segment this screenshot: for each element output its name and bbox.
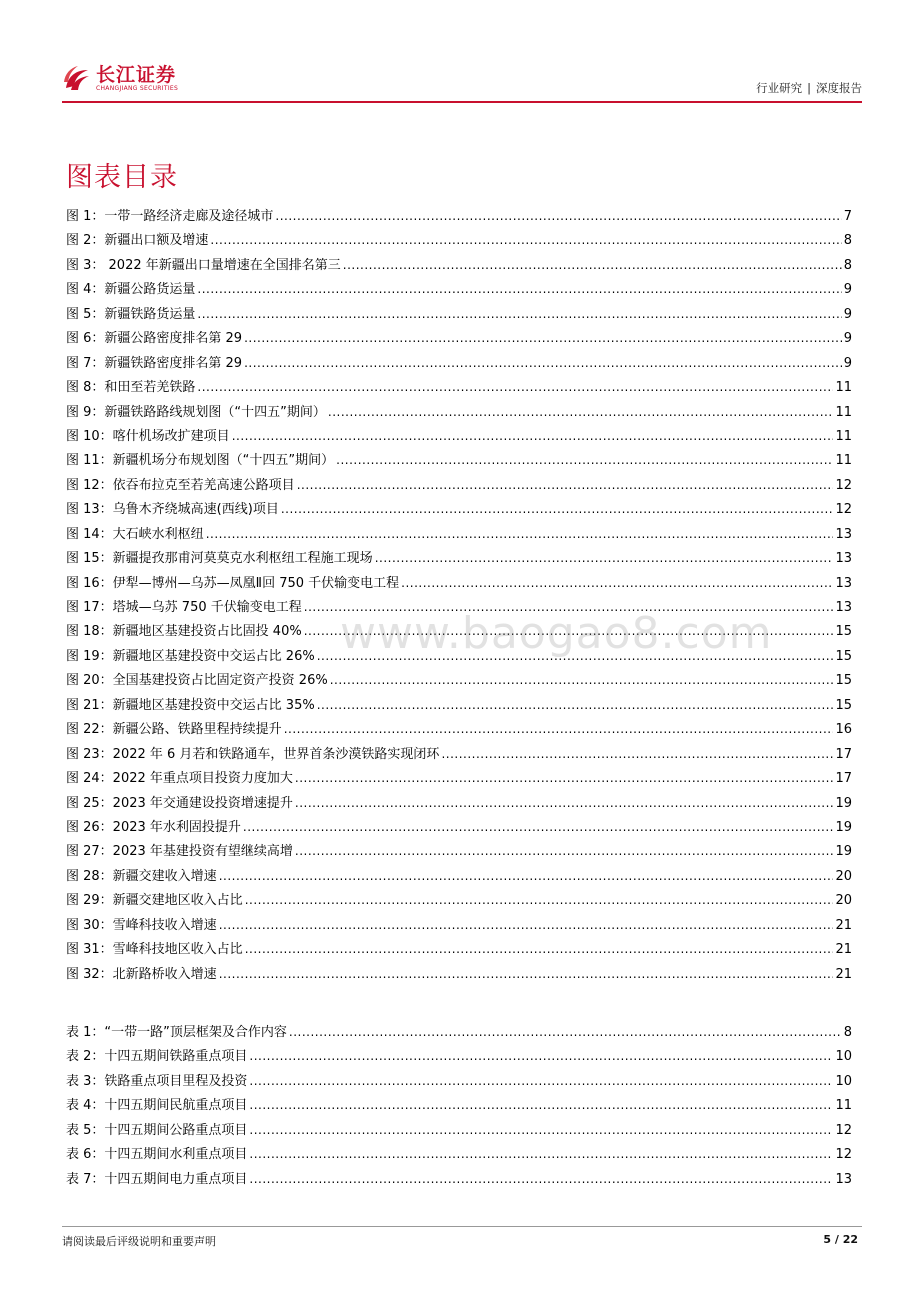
category-label: 行业研究	[756, 81, 803, 95]
figure-entry-page-number: 21	[835, 917, 852, 933]
dot-leader	[249, 1069, 833, 1093]
figure-entry-page-number: 17	[835, 746, 852, 762]
dot-leader	[275, 204, 841, 228]
figure-entry-page-number: 9	[843, 306, 852, 322]
figure-entry-page-number: 9	[843, 331, 852, 347]
footer-disclaimer: 请阅读最后评级说明和重要声明	[62, 1235, 216, 1248]
figure-entry-page-number: 19	[835, 795, 852, 811]
figure-entry-label: 图 31：雪峰科技地区收入占比	[66, 942, 243, 958]
figure-entry[interactable]	[66, 424, 852, 448]
logo-emblem-icon	[62, 64, 92, 94]
figure-entry[interactable]	[66, 326, 852, 350]
figure-entry[interactable]	[66, 522, 852, 546]
figure-entry-page-number: 8	[843, 257, 852, 273]
table-entry[interactable]	[66, 1167, 852, 1191]
table-entry-label: 表 2：十四五期间铁路重点项目	[66, 1049, 248, 1065]
table-entry-page-number: 10	[835, 1049, 852, 1065]
figure-entry-page-number: 15	[835, 624, 852, 640]
dot-leader	[197, 375, 833, 399]
dot-leader	[330, 668, 834, 692]
dot-leader	[219, 864, 834, 888]
table-entry-page-number: 8	[843, 1025, 852, 1040]
figure-entry-label: 图 2：新疆出口额及增速	[66, 233, 209, 249]
figure-entry-page-number: 13	[835, 600, 852, 615]
figure-entry[interactable]	[66, 302, 852, 326]
figure-entry-label: 图 30：雪峰科技收入增速	[66, 917, 217, 933]
figure-entry-label: 图 20：全国基建投资占比固定资产投资 26%	[66, 673, 328, 689]
table-entry-page-number: 10	[835, 1073, 852, 1089]
dot-leader	[336, 448, 833, 472]
figure-entry-page-number: 21	[835, 942, 852, 958]
figure-entry-label: 图 18：新疆地区基建投资占比固投 40%	[66, 624, 302, 640]
figure-entry-page-number: 11	[835, 380, 852, 396]
table-entry-page-number: 13	[835, 1171, 852, 1187]
dot-leader	[249, 1167, 833, 1191]
figure-entry-page-number: 20	[835, 868, 852, 884]
report-type-label: 深度报告	[816, 81, 862, 95]
table-entry[interactable]	[66, 1093, 852, 1117]
figure-entry[interactable]	[66, 497, 852, 521]
figure-entry-label: 图 6：新疆公路密度排名第 29	[66, 331, 243, 347]
table-entry-label: 表 5：十四五期间公路重点项目	[66, 1122, 248, 1138]
dot-leader	[297, 473, 834, 497]
figure-entry-page-number: 13	[835, 551, 852, 567]
table-entry-label: 表 1：“一带一路”顶层框架及合作内容	[66, 1025, 287, 1040]
table-entry-label: 表 6：十四五期间水利重点项目	[66, 1147, 248, 1163]
figure-entry[interactable]	[66, 546, 852, 570]
figure-entry-page-number: 17	[835, 771, 852, 787]
figure-entry[interactable]	[66, 913, 852, 937]
figure-entry-page-number: 9	[843, 282, 852, 298]
figure-entry-page-number: 19	[835, 844, 852, 860]
figure-entry-label: 图 29：新疆交建地区收入占比	[66, 893, 243, 909]
report-category	[756, 80, 862, 96]
figure-entry-label: 图 17：塔城—乌苏 750 千伏输变电工程	[66, 600, 302, 615]
dot-leader	[295, 839, 834, 863]
figure-entry[interactable]	[66, 742, 852, 766]
table-entry-page-number: 11	[835, 1098, 852, 1114]
figure-entry[interactable]	[66, 693, 852, 717]
table-entry-label: 表 3：铁路重点项目里程及投资	[66, 1073, 248, 1089]
dot-leader	[244, 326, 842, 350]
figure-entry-page-number: 16	[835, 722, 852, 738]
figure-entry[interactable]	[66, 815, 852, 839]
dot-leader	[206, 522, 834, 546]
figure-entry-page-number: 19	[835, 819, 852, 835]
figure-entry[interactable]	[66, 864, 852, 888]
figure-entry-page-number: 13	[835, 575, 852, 591]
dot-leader	[284, 717, 834, 741]
figure-entry-page-number: 9	[843, 355, 852, 371]
dot-leader	[197, 277, 841, 301]
figure-entry-label: 图 25：2023 年交通建设投资增速提升	[66, 795, 293, 811]
figure-entry[interactable]	[66, 962, 852, 986]
table-entry-page-number: 12	[835, 1122, 852, 1138]
figure-entry-label: 图 13：乌鲁木齐绕城高速(西线)项目	[66, 502, 279, 518]
dot-leader	[249, 1118, 833, 1142]
dot-leader	[401, 571, 833, 595]
figure-entry-page-number: 11	[835, 428, 852, 444]
figure-entry-label: 图 11：新疆机场分布规划图（“十四五”期间）	[66, 453, 335, 469]
figure-entry-label: 图 4：新疆公路货运量	[66, 282, 196, 298]
figure-entry[interactable]	[66, 473, 852, 497]
figure-entry-label: 图 10：喀什机场改扩建项目	[66, 428, 230, 444]
dot-leader	[244, 351, 842, 375]
dot-leader	[210, 228, 841, 252]
figure-entry-label: 图 8：和田至若羌铁路	[66, 380, 196, 396]
table-entry-page-number: 12	[835, 1147, 852, 1163]
figure-entry-page-number: 21	[835, 966, 852, 982]
page-number: 5 / 22	[823, 1233, 858, 1246]
figure-entry[interactable]	[66, 228, 852, 252]
figure-entry-label: 图 9：新疆铁路路线规划图（“十四五”期间）	[66, 404, 326, 420]
dot-leader	[249, 1093, 833, 1117]
figure-entry[interactable]	[66, 888, 852, 912]
figure-entry[interactable]	[66, 253, 852, 277]
figure-entry-label: 图 5：新疆铁路货运量	[66, 306, 196, 322]
figure-entry[interactable]	[66, 204, 852, 228]
figure-entry-label: 图 24：2022 年重点项目投资力度加大	[66, 771, 293, 787]
table-entry[interactable]	[66, 1118, 852, 1142]
dot-leader	[243, 815, 834, 839]
table-entry[interactable]	[66, 1020, 852, 1044]
figure-entry-label: 图 26：2023 年水利固投提升	[66, 819, 241, 835]
dot-leader	[295, 791, 834, 815]
header-separator: |	[807, 81, 811, 95]
table-entry[interactable]	[66, 1069, 852, 1093]
dot-leader	[249, 1142, 833, 1166]
figure-entry-label: 图 32：北新路桥收入增速	[66, 966, 217, 982]
figure-entry[interactable]	[66, 277, 852, 301]
page-title: 图表目录	[66, 162, 178, 193]
figure-entry-page-number: 8	[843, 233, 852, 249]
footer-divider	[62, 1226, 862, 1227]
figure-entry-label: 图 16：伊犁—博州—乌苏—凤凰Ⅱ回 750 千伏输变电工程	[66, 575, 400, 591]
figure-entry-page-number: 12	[835, 477, 852, 493]
figure-list	[66, 204, 852, 986]
dot-leader	[232, 424, 834, 448]
figure-entry-page-number: 15	[835, 697, 852, 713]
figure-entry-label: 图 3： 2022 年新疆出口量增速在全国排名第三	[66, 257, 341, 273]
dot-leader	[281, 497, 834, 521]
figure-entry-page-number: 11	[835, 453, 852, 469]
figure-entry-label: 图 27：2023 年基建投资有望继续高增	[66, 844, 293, 860]
dot-leader	[219, 913, 834, 937]
dot-leader	[219, 962, 834, 986]
figure-entry[interactable]	[66, 668, 852, 692]
company-logo	[62, 64, 178, 94]
figure-entry-label: 图 1：一带一路经济走廊及途径城市	[66, 209, 274, 224]
figure-entry[interactable]	[66, 400, 852, 424]
figure-entry-page-number: 15	[835, 673, 852, 689]
table-entry-label: 表 7：十四五期间电力重点项目	[66, 1171, 248, 1187]
figure-entry[interactable]	[66, 839, 852, 863]
figure-entry-label: 图 12：依吞布拉克至若羌高速公路项目	[66, 477, 295, 493]
table-list	[66, 1020, 852, 1191]
figure-entry-page-number: 12	[835, 502, 852, 518]
table-entry[interactable]	[66, 1142, 852, 1166]
page-header	[62, 62, 862, 104]
dot-leader	[249, 1044, 833, 1068]
figure-entry-page-number: 20	[835, 893, 852, 909]
figure-entry[interactable]	[66, 571, 852, 595]
figure-entry[interactable]	[66, 766, 852, 790]
watermark: www.baogao8.com	[340, 608, 773, 659]
dot-leader	[289, 1020, 842, 1044]
dot-leader	[375, 546, 834, 570]
figure-entry-label: 图 19：新疆地区基建投资中交运占比 26%	[66, 648, 315, 664]
dot-leader	[441, 742, 833, 766]
figure-entry[interactable]	[66, 717, 852, 741]
dot-leader	[245, 937, 834, 961]
figure-entry-label: 图 7：新疆铁路密度排名第 29	[66, 355, 243, 371]
dot-leader	[343, 253, 842, 277]
figure-entry[interactable]	[66, 351, 852, 375]
dot-leader	[245, 888, 834, 912]
figure-entry-page-number: 11	[835, 404, 852, 420]
header-divider	[62, 101, 862, 103]
figure-entry-label: 图 14：大石峡水利枢纽	[66, 526, 204, 542]
figure-entry-page-number: 13	[835, 526, 852, 542]
figure-entry[interactable]	[66, 448, 852, 472]
figure-entry-label: 图 22：新疆公路、铁路里程持续提升	[66, 722, 282, 738]
figure-entry[interactable]	[66, 791, 852, 815]
table-entry[interactable]	[66, 1044, 852, 1068]
figure-entry[interactable]	[66, 937, 852, 961]
figure-entry-label: 图 23：2022 年 6 月若和铁路通车，世界首条沙漠铁路实现闭环	[66, 746, 440, 762]
dot-leader	[328, 400, 834, 424]
logo-chinese-name: 长江证券	[96, 64, 177, 86]
figure-entry-page-number: 7	[843, 209, 852, 224]
figure-entry-page-number: 15	[835, 648, 852, 664]
figure-entry[interactable]	[66, 375, 852, 399]
logo-english-name: CHANGJIANG SECURITIES	[96, 85, 179, 92]
figure-entry-label: 图 21：新疆地区基建投资中交运占比 35%	[66, 697, 315, 713]
dot-leader	[197, 302, 841, 326]
table-entry-label: 表 4：十四五期间民航重点项目	[66, 1098, 248, 1114]
figure-entry-label: 图 15：新疆提孜那甫河莫莫克水利枢纽工程施工现场	[66, 551, 373, 567]
figure-entry-label: 图 28：新疆交建收入增速	[66, 868, 217, 884]
dot-leader	[295, 766, 834, 790]
dot-leader	[317, 693, 834, 717]
